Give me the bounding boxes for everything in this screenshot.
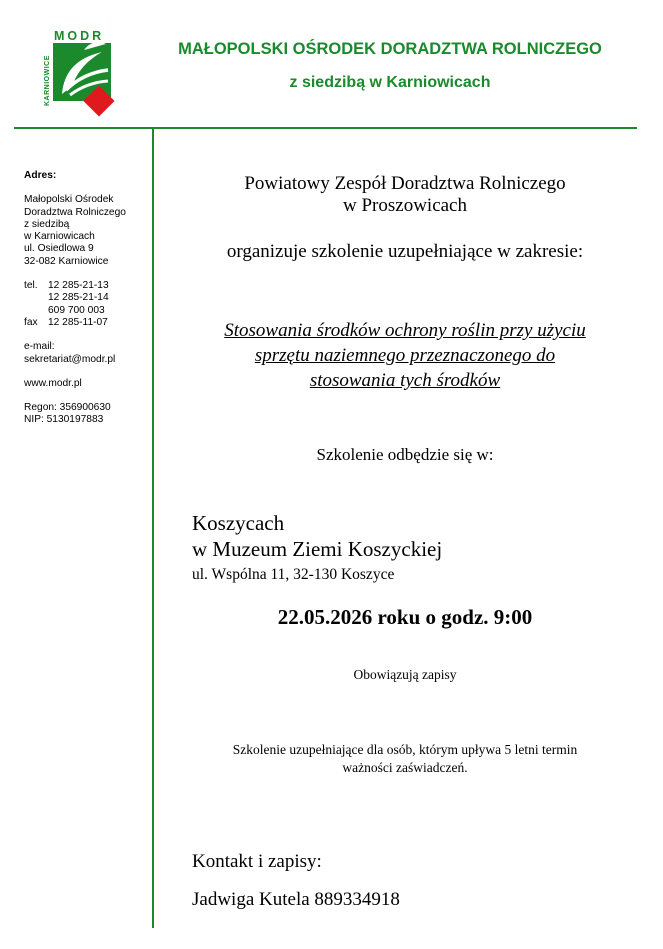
venue-line: w Muzeum Ziemi Koszyckiej: [192, 537, 443, 561]
address-line: Małopolski Ośrodek: [24, 194, 114, 206]
contact-label: Kontakt i zapisy:: [192, 851, 322, 872]
contact-person: Jadwiga Kutela 889334918: [192, 889, 400, 910]
organizer-line: w Proszowicach: [343, 195, 467, 216]
fax-number: 12 285-11-07: [48, 316, 108, 328]
phone-key: [24, 305, 48, 317]
header-divider: [14, 127, 637, 129]
topic-line: stosowania tych środków: [309, 370, 501, 391]
venue-line: Koszycach: [192, 511, 285, 535]
modr-logo: [40, 28, 116, 124]
address-line: z siedzibą: [24, 218, 70, 230]
logo-text: MODR: [54, 29, 105, 43]
phone-key: tel.: [24, 280, 38, 292]
header-subtitle: z siedzibą w Karniowicach: [289, 74, 491, 91]
www-link[interactable]: www.modr.pl: [24, 377, 82, 389]
phone-number[interactable]: 12 285-21-13: [48, 280, 109, 292]
sidebar-divider: [152, 128, 154, 928]
sidebar: [24, 170, 148, 427]
fax-row: [24, 317, 148, 329]
logo-side-text: KARNIOWICE: [44, 55, 51, 106]
phone-key: [24, 292, 48, 304]
address-line: w Karniowicach: [24, 231, 95, 243]
training-topic: [160, 318, 650, 393]
phone-number[interactable]: 609 700 003: [48, 304, 105, 316]
header-title: MAŁOPOLSKI OŚRODEK DORADZTWA ROLNICZEGO: [178, 40, 602, 58]
phone-block: [24, 280, 148, 329]
place-intro: Szkolenie odbędzie się w:: [316, 445, 494, 464]
intro-text: organizuje szkolenie uzupełniające w zakresie:: [226, 241, 584, 262]
nip: NIP: 5130197883: [24, 414, 104, 426]
eligibility-note: [160, 741, 650, 777]
phone-number[interactable]: 12 285-21-14: [48, 292, 109, 304]
event-date: 22.05.2026 roku o godz. 9:00: [277, 605, 533, 629]
venue: [192, 510, 632, 562]
phone-row: [24, 280, 148, 292]
address-label: Adres:: [24, 170, 57, 181]
phone-row: [24, 292, 148, 304]
organizer: [160, 173, 650, 217]
organizer-line: Powiatowy Zespół Doradztwa Rolniczego: [244, 173, 566, 194]
address-block: [24, 194, 148, 268]
topic-line: Stosowania środków ochrony roślin przy użyciu: [224, 320, 586, 341]
venue-address: ul. Wspólna 11, 32-130 Koszyce: [192, 566, 395, 583]
fax-key: fax: [24, 316, 38, 328]
regon: Regon: 356900630: [24, 402, 111, 414]
topic-line: sprzętu naziemnego przeznaczonego do: [254, 345, 556, 366]
address-line: ul. Osiedlowa 9: [24, 243, 94, 255]
note-line: ważności zaświadczeń.: [342, 760, 468, 775]
note-line: Szkolenie uzupełniające dla osób, którym upływa 5 letni termin: [232, 742, 578, 757]
address-line: Doradztwa Rolniczego: [24, 206, 126, 218]
address-line: 32-082 Karniowice: [24, 255, 109, 267]
registration-note: Obowiązują zapisy: [353, 667, 457, 682]
email-link[interactable]: sekretariat@modr.pl: [24, 353, 116, 365]
phone-row: [24, 305, 148, 317]
email-block: [24, 341, 148, 366]
email-label: e-mail:: [24, 341, 55, 353]
